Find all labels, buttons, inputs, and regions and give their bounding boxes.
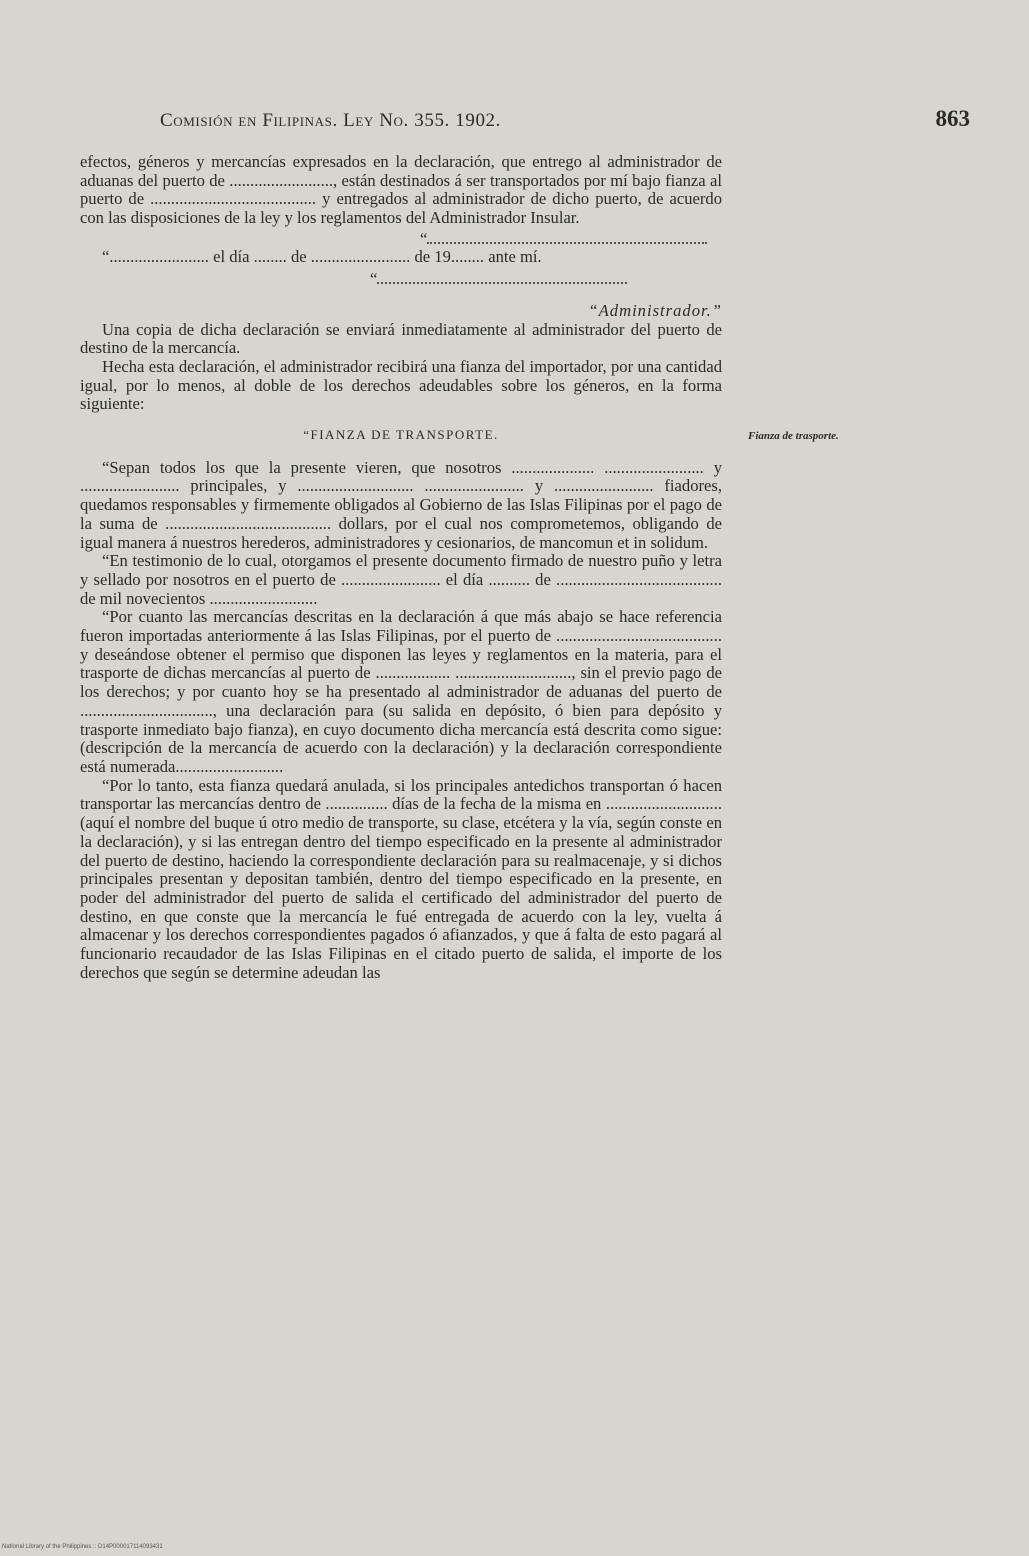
page-number: 863 [935, 106, 970, 131]
blank-line [377, 270, 627, 284]
paragraph-testimonio: “En testimonio de lo cual, otorgamos el presente documento firmado de nuestro puño y letra y sellado por nosotros en el puerto de ........................ el día .......... de ........................................ de mil novecientos .......................... [80, 551, 722, 608]
margin-note: Fianza de trasporte. [748, 430, 839, 442]
paragraph-copia: Una copia de dicha declaración se enviará inmediatamente al administrador del puerto de destino de la mercancía. [80, 319, 722, 358]
body-text [80, 153, 722, 982]
section-title: “FIANZA DE TRANSPORTE. [303, 427, 499, 443]
signature-quote-bottom: “ [370, 269, 378, 289]
paragraph-sepan: “Sepan todos los que la presente vieren, que nosotros .................... ........................ y ........................ principales, y ............................ ........................ y ........................ fiadores, quedamos responsables y firmemente obligados al Gobierno de las Islas Filipinas por el pago de la suma de ........................................ dollars, por el cual nos comprometemos, obligando de igual manera á nuestros herederos, administradores y cesionarios, de mancomun et in solidum. [80, 457, 722, 552]
signature-block [80, 230, 722, 302]
paragraph-por-cuanto: “Por cuanto las mercancías descritas en la declaración á que más abajo se hace referencia fueron importadas anteriormente á las Islas Filipinas, por el puerto de ........................................ y deseándose obtener el permiso que disponen las leyes y reglamentos en la materia, para el trasporte de dichas mercancías al puerto de .................. ............................, sin el previo pago de los derechos; y por cuanto hoy se ha presentado al administrador de aduanas del puerto de ................................, una declaración para (su salida en depósito, ó bien para depósito y trasporte inmediato bajo fianza), en cuyo documento dicha mercancía está descrita como sigue: (descripción de la mercancía de acuerdo con la declaración) y la declaración correspondiente está numerada.......................... [80, 607, 722, 776]
administrador-signature: “Administrador.” [588, 300, 722, 320]
signature-line-bottom [370, 270, 627, 289]
paragraph-por-lo-tanto: “Por lo tanto, esta fianza quedará anulada, si los principales antedichos transportan ó hacen transportar las mercancías dentro de ............... días de la fecha de la misma en ............................ (aquí el nombre del buque ú otro medio de transporte, su clase, etcétera y la vía, según conste en la declaración), y si las entregan dentro del tiempo especificado en la presente al administrador del puerto de destino, haciendo la correspondiente declaración para su realmacenaje, y si dichos principales presentan y depositan también, dentro del tiempo especificado en la presente, en poder del administrador del puerto de salida el certificado del administrador del puerto de destino, en que conste que la mercancía le fué entregada de acuerdo con la ley, vuelta á almacenar y los derechos correspondientes pagados ó afianzados, y que á falta de esto pagará al funcionario recaudador de las Islas Filipinas en el citado puerto de salida, el importe de los derechos que según se determine adeudan las [80, 775, 722, 982]
running-title: Comisión en Filipinas. Ley No. 355. 1902. [160, 110, 501, 131]
blank-line [427, 230, 707, 244]
footer-source: National Library of the Philippines :: D14P000017114093431 [2, 1544, 163, 1550]
paragraph-declaracion: efectos, géneros y mercancías expresados en la declaración, que entrego al administrador de aduanas del puerto de ........................., están destinados á ser transportados por mí bajo fianza al puerto de ........................................ y entregados al administrador de dicho puerto, de acuerdo con las disposiciones de la ley y los reglamentos del Administrador Insular. [80, 152, 722, 228]
page-header [80, 106, 970, 140]
date-line: “........................ el día ........ de ........................ de 19........ ante mí. [102, 246, 542, 266]
signature-quote-top: “ [420, 229, 428, 249]
paragraph-fianza: Hecha esta declaración, el administrador recibirá una fianza del importador, por una cantidad igual, por lo menos, al doble de los derechos adeudables sobre los géneros, en la forma siguiente: [80, 356, 722, 414]
